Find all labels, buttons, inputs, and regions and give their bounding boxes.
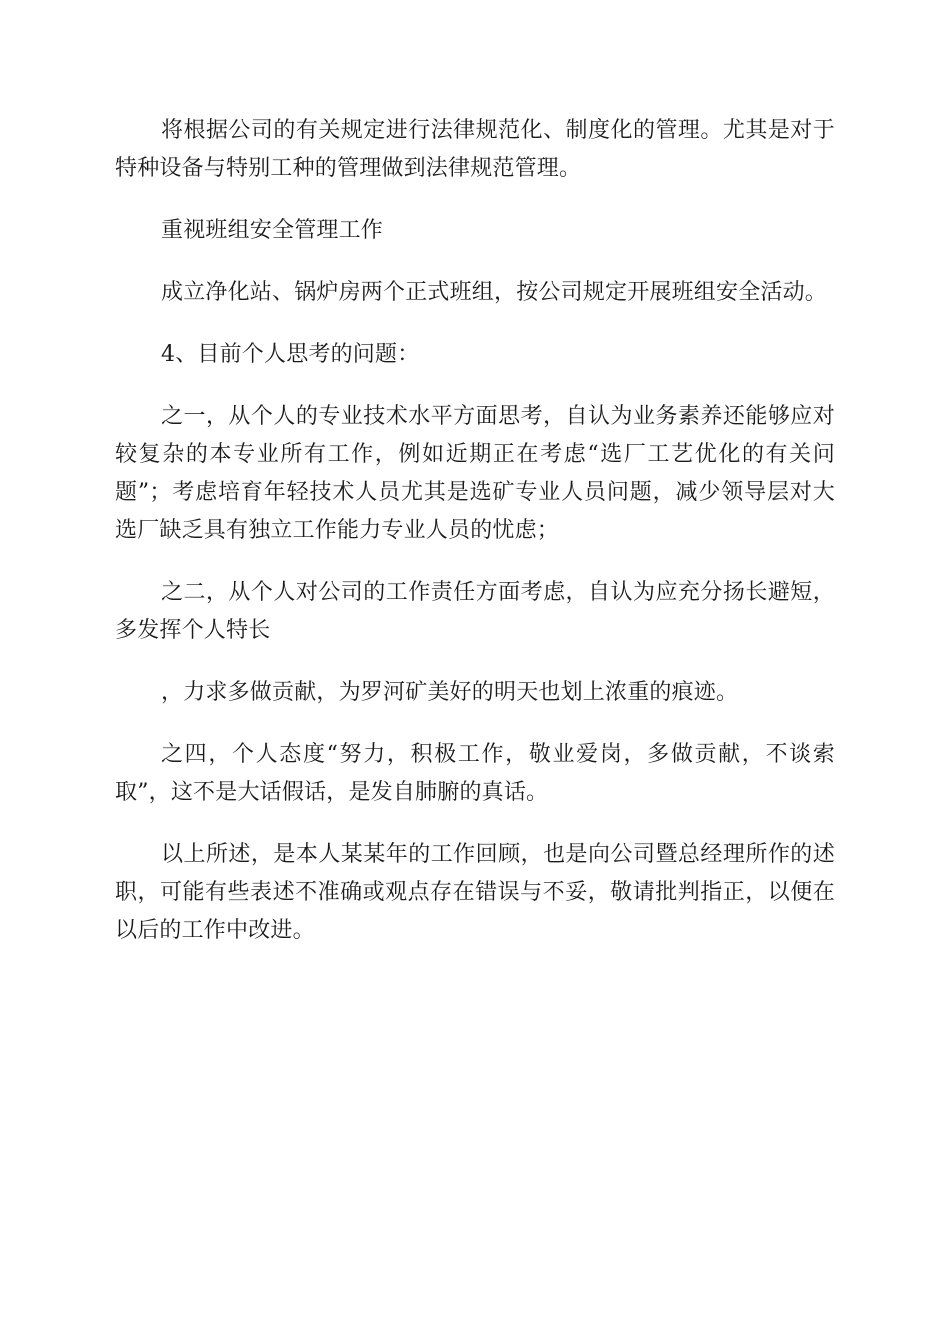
- paragraph-team-setup: 成立净化站、锅炉房两个正式班组，按公司规定开展班组安全活动。: [161, 280, 828, 305]
- paragraph-point-two-continued: ，力求多做贡献，为罗河矿美好的明天也划上浓重的痕迹。: [161, 680, 739, 705]
- paragraph-legal-management: 将根据公司的有关规定进行法律规范化、制度化的管理。尤其是对于特种设备与特别工种的管理做到法律规范管理。: [115, 118, 835, 181]
- paragraph-personal-issues-heading: 4、目前个人思考的问题：: [161, 342, 420, 367]
- paragraph-point-four: 之四，个人态度“努力，积极工作，敬业爱岗，多做贡献，不谈索取”，这不是大话假话，是发自肺腑的真话。: [115, 742, 835, 805]
- paragraph-team-safety-heading: 重视班组安全管理工作: [161, 218, 384, 243]
- paragraph-point-one: 之一，从个人的专业技术水平方面思考，自认为业务素养还能够应对较复杂的本专业所有工作，例如近期正在考虑“选厂工艺优化的有关问题”；考虑培育年轻技术人员尤其是选矿专业人员问题，减少领导层对大选厂缺乏具有独立工作能力专业人员的忧虑；: [115, 404, 835, 543]
- paragraph-point-two: 之二，从个人对公司的工作责任方面考虑，自认为应充分扬长避短，多发挥个人特长: [115, 580, 835, 643]
- document-body: [115, 112, 835, 974]
- paragraph-conclusion: 以上所述，是本人某某年的工作回顾，也是向公司暨总经理所作的述职，可能有些表述不准确或观点存在错误与不妥，敬请批判指正，以便在以后的工作中改进。: [115, 842, 835, 943]
